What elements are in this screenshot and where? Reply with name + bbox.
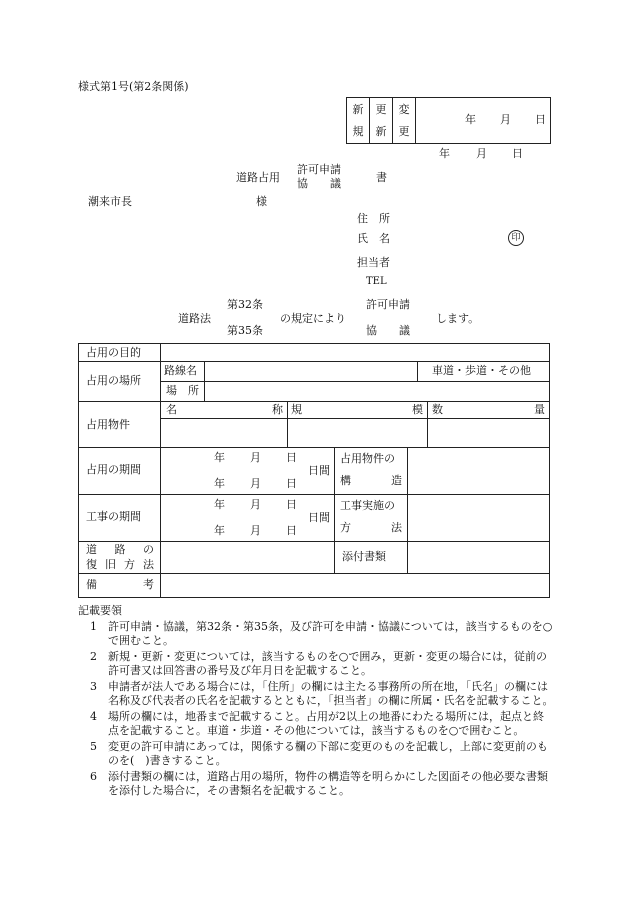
- objects-name-field[interactable]: [162, 420, 286, 446]
- construction-to-month: 月: [250, 524, 261, 537]
- place-label: 占用の場所: [86, 374, 141, 387]
- location-label: 場 所: [166, 384, 199, 397]
- construction-from-year: 年: [214, 498, 225, 511]
- objects-quantity-field[interactable]: [429, 420, 548, 446]
- purpose-label: 占用の目的: [86, 346, 141, 359]
- remarks-label: 備 考: [86, 578, 154, 591]
- date-year: 年: [439, 147, 450, 160]
- restore-label-bottom: 復 旧 方 法: [86, 558, 154, 571]
- construction-to-year: 年: [214, 524, 225, 537]
- route-name-label: 路線名: [164, 364, 197, 377]
- kind-date-day: 日: [535, 113, 546, 126]
- construction-to-day: 日: [286, 524, 297, 537]
- construction-period-label: 工事の期間: [86, 510, 141, 523]
- instruction-item: 4 場所の欄には，地番まで記載すること。占用が2以上の地番にわたる場所には，起点と終点を記載すること。車道・歩道・その他については，該当するものを○で囲むこと。: [90, 710, 544, 737]
- method-label-bottom: 方 法: [340, 521, 402, 534]
- renewal-type-box: [346, 97, 551, 144]
- instruction-item: 2 新規・更新・変更については，該当するものを○で囲み，更新・変更の場合には，従前の許可書又は回答書の番号及び年月日を記載すること。: [90, 650, 548, 677]
- instruction-item: 1 許可申請・協議，第32条・第35条，及び許可を申請・協議については，該当するものを○で囲むこと。: [90, 620, 553, 647]
- location-field[interactable]: [206, 383, 548, 400]
- restore-label-top: 道 路 の: [86, 543, 154, 556]
- seal-mark: 印: [508, 230, 524, 246]
- statement-option-consult[interactable]: 協 議: [366, 324, 410, 337]
- objects-label: 占用物件: [86, 418, 130, 431]
- method-label-top: 工事実施の: [340, 499, 395, 512]
- instruction-item: 3 申請者が法人である場合には，「住所」の欄には主たる事務所の所在地，「氏名」の欄には名称及び代表者の氏名を記載するとともに，「担当者」の欄に所属・氏名を記載すること。: [90, 680, 554, 707]
- application-table: [78, 343, 550, 598]
- date-day: 日: [512, 147, 523, 160]
- statement-article-35[interactable]: 第35条: [227, 324, 263, 337]
- tel-label: TEL: [366, 276, 387, 287]
- structure-label-bottom: 構 造: [340, 474, 402, 487]
- address-label: 住 所: [357, 212, 390, 225]
- kind-new[interactable]: 新 規: [347, 98, 370, 143]
- instruction-item: 5 変更の許可申請にあっては，関係する欄の下部に変更のものを記載し，上部に変更前のものを( )書きすること。: [90, 740, 548, 767]
- period-from-year: 年: [214, 451, 225, 464]
- purpose-field[interactable]: [162, 345, 548, 360]
- structure-field[interactable]: [409, 449, 548, 493]
- period-label: 占用の期間: [86, 463, 141, 476]
- form-number: 様式第1号(第2条関係): [78, 80, 189, 93]
- kind-date-month: 月: [500, 113, 511, 126]
- addressee: 潮来市長: [88, 195, 132, 208]
- date-month: 月: [476, 147, 487, 160]
- statement-suffix: します。: [436, 312, 480, 325]
- construction-from-month: 月: [250, 498, 261, 511]
- title-option-consult[interactable]: 協 議: [297, 177, 341, 190]
- construction-days: 日間: [308, 511, 330, 524]
- objects-header-name: 名 称: [166, 403, 283, 416]
- title-suffix: 書: [376, 171, 387, 184]
- period-days: 日間: [308, 464, 330, 477]
- period-from-month: 月: [250, 451, 261, 464]
- kind-renew[interactable]: 更 新: [370, 98, 393, 143]
- statement-law: 道路法: [178, 312, 211, 325]
- period-to-day: 日: [286, 477, 297, 490]
- statement-middle: の規定により: [280, 312, 346, 325]
- instructions-heading: 記載要領: [78, 604, 122, 617]
- period-to-month: 月: [250, 477, 261, 490]
- method-field[interactable]: [409, 496, 548, 540]
- kind-change[interactable]: 変 更: [393, 98, 416, 143]
- route-name-field[interactable]: [206, 363, 416, 380]
- title-option-permit[interactable]: 許可申請: [297, 163, 341, 176]
- objects-header-quantity: 数 量: [432, 403, 545, 416]
- restore-field[interactable]: [162, 543, 333, 572]
- title-prefix: 道路占用: [236, 171, 280, 184]
- structure-label-top: 占用物件の: [340, 452, 395, 465]
- objects-header-scale: 規 模: [291, 403, 423, 416]
- statement-article-32[interactable]: 第32条: [227, 298, 263, 311]
- honorific: 様: [256, 195, 267, 208]
- remarks-field[interactable]: [162, 575, 548, 596]
- name-label: 氏 名: [357, 232, 390, 245]
- attachments-label: 添付書類: [342, 550, 386, 563]
- instructions: [78, 604, 554, 797]
- objects-scale-field[interactable]: [289, 420, 426, 446]
- period-to-year: 年: [214, 477, 225, 490]
- attachments-field[interactable]: [409, 543, 548, 572]
- construction-from-day: 日: [286, 498, 297, 511]
- kind-date-year: 年: [465, 113, 476, 126]
- road-type-options[interactable]: 車道・歩道・その他: [432, 364, 531, 377]
- statement-option-permit[interactable]: 許可申請: [366, 298, 410, 311]
- instruction-item: 6 添付書類の欄には，道路占用の場所，物件の構造等を明らかにした図面その他必要な書類を添付した場合に，その書類名を記載すること。: [90, 770, 548, 797]
- period-from-day: 日: [286, 451, 297, 464]
- contact-label: 担当者: [357, 256, 390, 269]
